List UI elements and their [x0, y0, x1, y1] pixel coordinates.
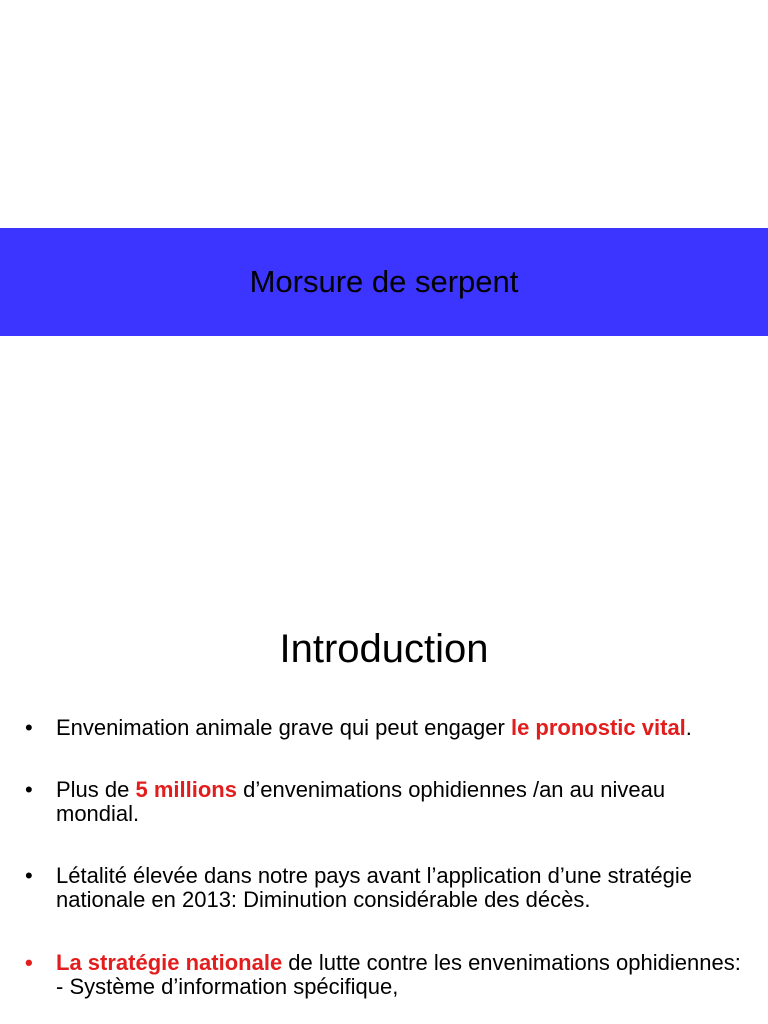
- bullet-text-end: d’envenimations ophidiennes /an au niveau mondial.: [56, 777, 666, 826]
- bullet-text: [56, 778, 746, 826]
- bullet-text-full: Létalité élevée dans notre pays avant l’application d’une stratégie nationale en 2013: Diminution considérable des décès.: [56, 863, 692, 912]
- title-band: [0, 228, 768, 336]
- bullet-highlight: 5 millions: [135, 777, 237, 802]
- bullet-text-end: de lutte contre les envenimations ophidiennes:: [282, 950, 741, 975]
- introduction-slide: [0, 576, 768, 1024]
- bullet-text: [56, 864, 746, 912]
- slide-title: Morsure de serpent: [249, 263, 519, 299]
- bullet-text-start: Plus de: [56, 777, 136, 802]
- bullet-dot-icon: •: [25, 715, 33, 740]
- bullet-dot-icon: •: [25, 777, 33, 802]
- bullet-text-end: .: [685, 715, 692, 740]
- sub-bullet-text: - Système d’information spécifique,: [56, 974, 399, 999]
- bullet-highlight: La stratégie nationale: [56, 950, 283, 975]
- bullet-text-start: Envenimation animale grave qui peut engager: [56, 715, 511, 740]
- bullet-text: [56, 716, 746, 740]
- slide-heading: Introduction: [279, 627, 489, 671]
- bullet-highlight: le pronostic vital: [510, 715, 686, 740]
- bullet-dot-icon: •: [25, 863, 33, 888]
- bullet-dot-icon: •: [25, 950, 33, 975]
- bullet-text: [56, 951, 746, 999]
